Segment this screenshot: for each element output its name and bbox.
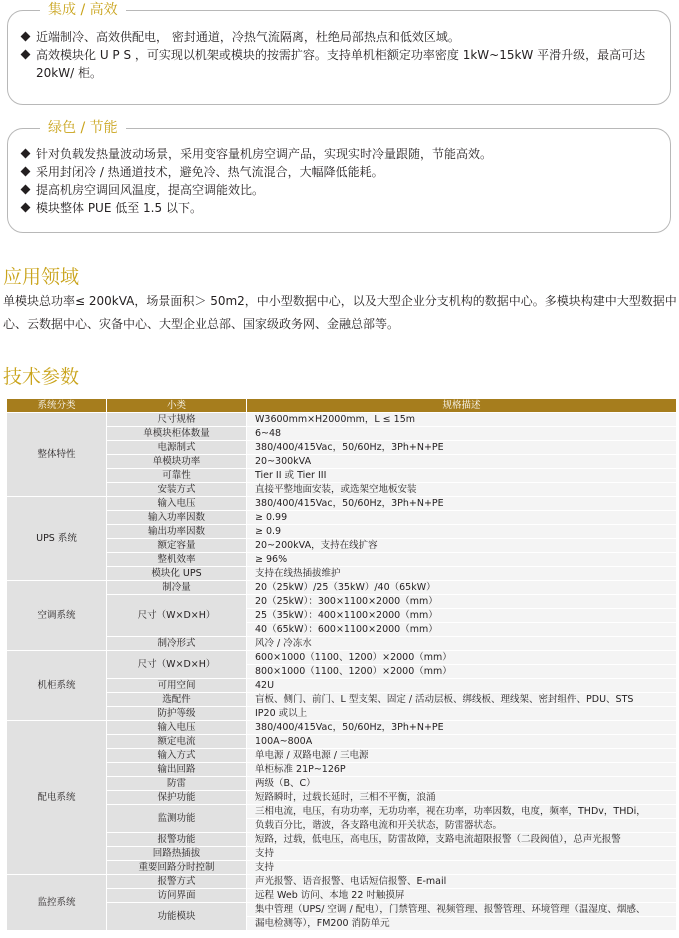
description-cell: 声光报警、语音报警、电话短信报警、E-mail: [247, 875, 677, 889]
table-row: [7, 651, 677, 665]
subcategory-cell: 报警功能: [107, 833, 247, 847]
description-cell: 负载百分比，谐波，各支路电流和开关状态，防雷器状态。: [247, 819, 677, 833]
table-row: [7, 553, 677, 567]
list-item: [22, 199, 656, 217]
table-row: [7, 483, 677, 497]
header-description: 规格描述: [247, 399, 677, 413]
list-item-text: 高效模块化 U P S ，可实现以机架或模块的按需扩容。支持单机柜额定功率密度 1kW~15kW 平滑升级，最高可达 20kW/ 柜。: [36, 48, 646, 80]
table-row: [7, 875, 677, 889]
category-cell: 监控系统: [7, 875, 107, 931]
subcategory-cell: 防雷: [107, 777, 247, 791]
description-cell: 漏电检测等），FM200 消防单元: [247, 917, 677, 931]
table-row: [7, 413, 677, 427]
description-cell: 两级（B、C）: [247, 777, 677, 791]
table-row: [7, 539, 677, 553]
subcategory-cell: 尺寸（W×D×H）: [107, 651, 247, 679]
description-cell: 100A~800A: [247, 735, 677, 749]
feature-box-integration: [7, 2, 671, 105]
description-cell: 远程 Web 访问、本地 22 吋触摸屏: [247, 889, 677, 903]
description-cell: 600×1000（1100、1200）×2000（mm）: [247, 651, 677, 665]
subcategory-cell: 单模块柜体数量: [107, 427, 247, 441]
subcategory-cell: 访问界面: [107, 889, 247, 903]
diamond-bullet-icon: [21, 50, 31, 60]
feature-box-title: 集成 / 高效: [40, 1, 126, 19]
description-cell: Tier II 或 Tier III: [247, 469, 677, 483]
description-cell: 40（65kW）：600×1100×2000（mm）: [247, 623, 677, 637]
feature-list: [22, 28, 656, 82]
description-cell: 42U: [247, 679, 677, 693]
description-cell: 三相电流，电压，有功功率，无功功率，视在功率，功率因数，电度，频率，THDv，THDi，: [247, 805, 677, 819]
table-row: [7, 735, 677, 749]
table-row: [7, 497, 677, 511]
description-cell: 单柜标准 21P~126P: [247, 763, 677, 777]
spec-table: [6, 398, 677, 931]
table-row: [7, 469, 677, 483]
table-row: [7, 693, 677, 707]
subcategory-cell: 模块化 UPS: [107, 567, 247, 581]
category-cell: UPS 系统: [7, 497, 107, 581]
subcategory-cell: 防护等级: [107, 707, 247, 721]
table-row: [7, 903, 677, 917]
description-cell: 800×1000（1100、1200）×2000（mm）: [247, 665, 677, 679]
subcategory-cell: 尺寸（W×D×H）: [107, 595, 247, 637]
description-cell: 单电源 / 双路电源 / 三电源: [247, 749, 677, 763]
table-row: [7, 679, 677, 693]
diamond-bullet-icon: [21, 185, 31, 195]
application-text: 单模块总功率≤ 200kVA，场景面积＞ 50m2，中小型数据中心，以及大型企业分支机构的数据中心。多模块构建中大型数据中心、云数据中心、灾备中心、大型企业总部、国家级政务网、金融总部等。: [3, 294, 677, 331]
category-cell: 机柜系统: [7, 651, 107, 721]
header-subcategory: 小类: [107, 399, 247, 413]
category-cell: 空调系统: [7, 581, 107, 651]
description-cell: 20（25kW）/25（35kW）/40（65kW）: [247, 581, 677, 595]
subcategory-cell: 监测功能: [107, 805, 247, 833]
list-item-text: 采用封闭冷 / 热通道技术，避免冷、热气流混合，大幅降低能耗。: [36, 165, 384, 179]
list-item-text: 针对负载发热量波动场景，采用变容量机房空调产品，实现实时冷量跟随，节能高效。: [36, 147, 493, 161]
table-row: [7, 777, 677, 791]
subcategory-cell: 可用空间: [107, 679, 247, 693]
description-cell: 6~48: [247, 427, 677, 441]
subcategory-cell: 输出功率因数: [107, 525, 247, 539]
description-cell: 支持: [247, 847, 677, 861]
category-cell: 整体特性: [7, 413, 107, 497]
subcategory-cell: 输出回路: [107, 763, 247, 777]
subcategory-cell: 重要回路分时控制: [107, 861, 247, 875]
table-row: [7, 567, 677, 581]
subcategory-cell: 可靠性: [107, 469, 247, 483]
description-cell: 20（25kW）：300×1100×2000（mm）: [247, 595, 677, 609]
table-row: [7, 791, 677, 805]
subcategory-cell: 功能模块: [107, 903, 247, 931]
list-item: [22, 46, 656, 82]
description-cell: ≥ 96%: [247, 553, 677, 567]
table-row: [7, 637, 677, 651]
description-cell: 25（35kW）：400×1100×2000（mm）: [247, 609, 677, 623]
description-cell: 380/400/415Vac，50/60Hz，3Ph+N+PE: [247, 721, 677, 735]
diamond-bullet-icon: [21, 167, 31, 177]
description-cell: 380/400/415Vac，50/60Hz，3Ph+N+PE: [247, 441, 677, 455]
table-row: [7, 861, 677, 875]
description-cell: 盲板、侧门、前门、L 型支架、固定 / 活动层板、绑线板、理线架、密封组件、PDU、STS: [247, 693, 677, 707]
subcategory-cell: 输入方式: [107, 749, 247, 763]
table-row: [7, 847, 677, 861]
spec-table-header-row: [7, 399, 677, 413]
subcategory-cell: 整机效率: [107, 553, 247, 567]
table-row: [7, 581, 677, 595]
table-row: [7, 889, 677, 903]
subcategory-cell: 选配件: [107, 693, 247, 707]
feature-list: [22, 145, 656, 217]
table-row: [7, 721, 677, 735]
description-cell: 风冷 / 冷冻水: [247, 637, 677, 651]
list-item-text: 模块整体 PUE 低至 1.5 以下。: [36, 201, 202, 215]
list-item: [22, 28, 656, 46]
subcategory-cell: 尺寸规格: [107, 413, 247, 427]
tech-heading: 技术参数: [3, 366, 80, 388]
description-cell: 短路瞬时，过载长延时，三相不平衡，浪涌: [247, 791, 677, 805]
description-cell: 短路，过载，低电压，高电压，防雷故障，支路电流超限报警（二段阀值），总声光报警: [247, 833, 677, 847]
description-cell: 集中管理（UPS/ 空调 / 配电），门禁管理、视频管理、报警管理、环境管理（温湿度、烟感、: [247, 903, 677, 917]
category-cell: 配电系统: [7, 721, 107, 875]
table-row: [7, 763, 677, 777]
spec-table-body: [7, 413, 677, 931]
feature-box-title: 绿色 / 节能: [40, 119, 126, 137]
table-row: [7, 833, 677, 847]
subcategory-cell: 保护功能: [107, 791, 247, 805]
table-row: [7, 805, 677, 819]
description-cell: 支持在线热插拔维护: [247, 567, 677, 581]
table-row: [7, 511, 677, 525]
subcategory-cell: 输入电压: [107, 497, 247, 511]
description-cell: 20~200kVA，支持在线扩容: [247, 539, 677, 553]
list-item: [22, 145, 656, 163]
description-cell: 380/400/415Vac，50/60Hz，3Ph+N+PE: [247, 497, 677, 511]
table-row: [7, 455, 677, 469]
subcategory-cell: 单模块功率: [107, 455, 247, 469]
subcategory-cell: 回路热插拔: [107, 847, 247, 861]
subcategory-cell: 安装方式: [107, 483, 247, 497]
list-item-text: 近端制冷、高效供配电， 密封通道，冷热气流隔离，杜绝局部热点和低效区域。: [36, 30, 460, 44]
table-row: [7, 749, 677, 763]
table-row: [7, 441, 677, 455]
subcategory-cell: 输入功率因数: [107, 511, 247, 525]
table-row: [7, 595, 677, 609]
subcategory-cell: 制冷量: [107, 581, 247, 595]
description-cell: 支持: [247, 861, 677, 875]
list-item: [22, 181, 656, 199]
description-cell: 直接平整地面安装，或选架空地板安装: [247, 483, 677, 497]
diamond-bullet-icon: [21, 149, 31, 159]
list-item: [22, 163, 656, 181]
description-cell: 20~300kVA: [247, 455, 677, 469]
diamond-bullet-icon: [21, 203, 31, 213]
application-heading: 应用领域: [3, 266, 80, 288]
header-category: 系统分类: [7, 399, 107, 413]
description-cell: IP20 或以上: [247, 707, 677, 721]
description-cell: W3600mm×H2000mm，L ≤ 15m: [247, 413, 677, 427]
subcategory-cell: 输入电压: [107, 721, 247, 735]
description-cell: ≥ 0.9: [247, 525, 677, 539]
list-item-text: 提高机房空调回风温度，提高空调能效比。: [36, 183, 265, 197]
feature-box-green: [7, 120, 671, 233]
subcategory-cell: 制冷形式: [107, 637, 247, 651]
table-row: [7, 525, 677, 539]
table-row: [7, 427, 677, 441]
subcategory-cell: 电源制式: [107, 441, 247, 455]
diamond-bullet-icon: [21, 32, 31, 42]
subcategory-cell: 报警方式: [107, 875, 247, 889]
subcategory-cell: 额定容量: [107, 539, 247, 553]
description-cell: ≥ 0.99: [247, 511, 677, 525]
subcategory-cell: 额定电流: [107, 735, 247, 749]
table-row: [7, 707, 677, 721]
